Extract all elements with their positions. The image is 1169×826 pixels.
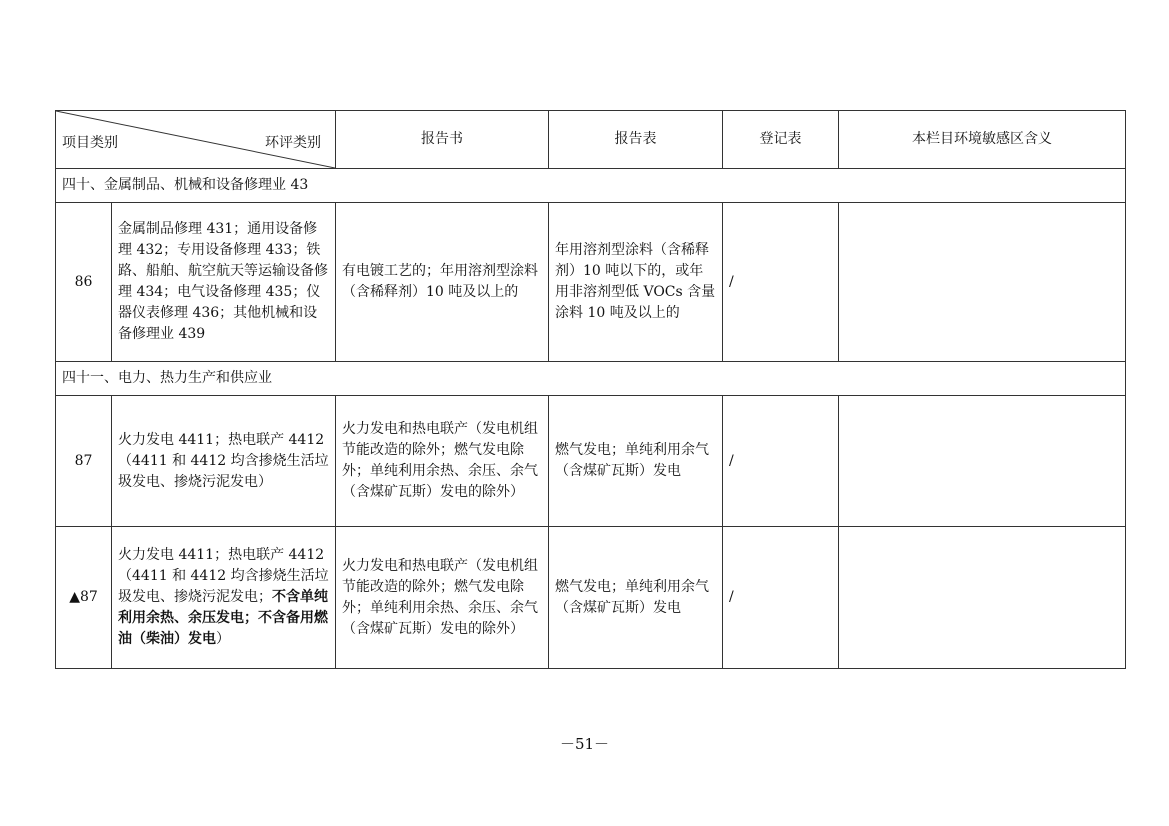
registration-cell: / [723,203,839,362]
project-category [112,527,336,669]
table-row [56,396,1126,527]
row-number: ▲87 [56,527,112,669]
diagonal-header-cell [56,111,336,169]
report-book-header: 报告书 [336,111,549,169]
category-text: 火力发电 4411；热电联产 4412（4411 和 4412 均含掺烧生活垃圾发电、掺烧污泥发电； [118,547,329,605]
report-form-cell: 年用溶剂型涂料（含稀释剂）10 吨以下的，或年用非溶剂型低 VOCs 含量涂料 10 吨及以上的 [549,203,723,362]
project-category: 火力发电 4411；热电联产 4412（4411 和 4412 均含掺烧生活垃圾发电、掺烧污泥发电） [112,396,336,527]
eia-classification-table [55,110,1126,669]
sensitive-area-cell [839,203,1126,362]
section-title: 四十一、电力、热力生产和供应业 [56,362,1126,396]
registration-cell: / [723,396,839,527]
report-form-cell: 燃气发电；单纯利用余气（含煤矿瓦斯）发电 [549,527,723,669]
section-title: 四十、金属制品、机械和设备修理业 43 [56,169,1126,203]
sensitive-area-header: 本栏目环境敏感区含义 [839,111,1126,169]
report-form-header: 报告表 [549,111,723,169]
report-book-cell: 火力发电和热电联产（发电机组节能改造的除外；燃气发电除外；单纯利用余热、余压、余气（含煤矿瓦斯）发电的除外） [336,527,549,669]
eia-category-header: 环评类别 [265,135,321,151]
header-row [56,111,1126,169]
item-category-header: 项目类别 [62,135,118,151]
row-number: 87 [56,396,112,527]
table-row [56,203,1126,362]
report-form-cell: 燃气发电；单纯利用余气（含煤矿瓦斯）发电 [549,396,723,527]
report-book-cell: 有电镀工艺的；年用溶剂型涂料（含稀释剂）10 吨及以上的 [336,203,549,362]
page-number: －51－ [559,735,610,753]
sensitive-area-cell [839,396,1126,527]
table-row [56,527,1126,669]
report-book-cell: 火力发电和热电联产（发电机组节能改造的除外；燃气发电除外；单纯利用余热、余压、余气（含煤矿瓦斯）发电的除外） [336,396,549,527]
row-number: 86 [56,203,112,362]
registration-header: 登记表 [723,111,839,169]
project-category: 金属制品修理 431；通用设备修理 432；专用设备修理 433；铁路、船舶、航空航天等运输设备修理 434；电气设备修理 435；仪器仪表修理 436；其他机械和设备修理业 439 [112,203,336,362]
category-end: ） [216,631,230,647]
registration-cell: / [723,527,839,669]
sensitive-area-cell [839,527,1126,669]
category-bold-text: 不含单纯利用余热、余压发电；不含备用燃油（柴油）发电 [118,589,328,647]
